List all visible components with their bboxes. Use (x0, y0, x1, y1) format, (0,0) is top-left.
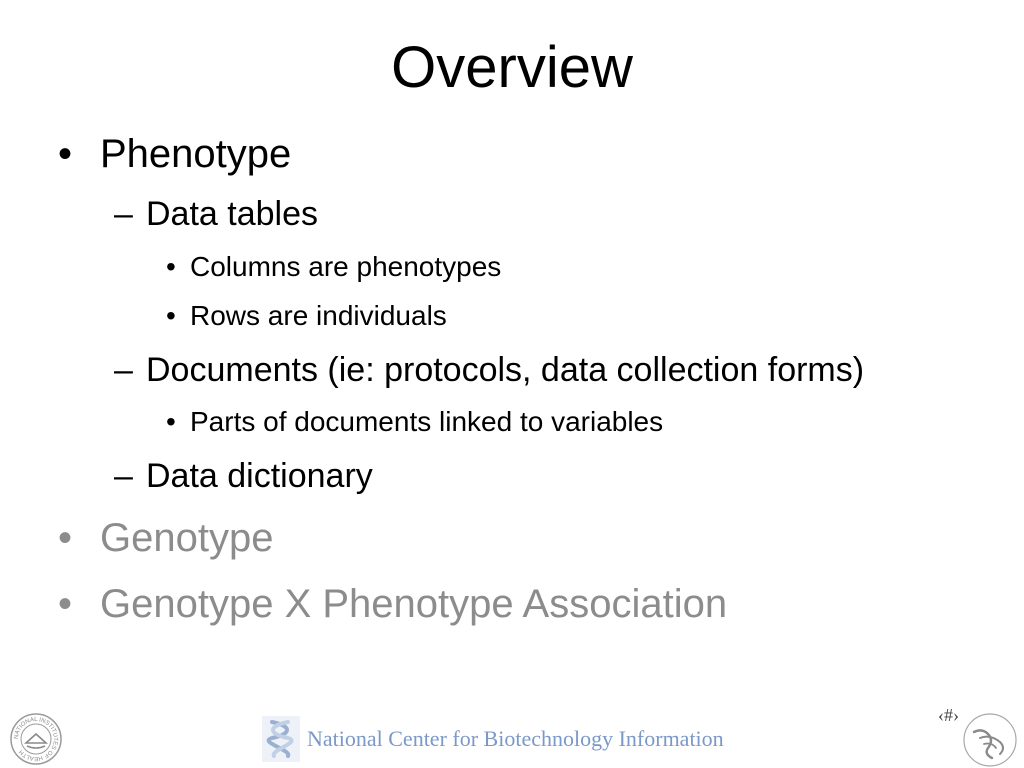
subsubbullet-columns (166, 250, 502, 284)
dash-marker: – (114, 457, 133, 495)
bullet-text: Genotype (100, 516, 274, 560)
bullet-text: Data dictionary (146, 457, 373, 495)
bullet-marker: • (58, 582, 73, 626)
hhs-eagle-seal-icon (962, 712, 1018, 768)
bullet-genotype (58, 514, 274, 562)
bullet-genotype-x-phenotype (58, 580, 728, 628)
bullet-marker: • (58, 132, 73, 176)
bullet-marker: • (166, 251, 176, 282)
subsubbullet-parts-of-documents (166, 405, 664, 439)
bullet-text: Columns are phenotypes (190, 251, 502, 282)
bullet-text: Phenotype (100, 132, 292, 176)
bullet-marker: • (166, 300, 176, 331)
subbullet-data-dictionary (114, 456, 373, 496)
bullet-text: Data tables (146, 195, 318, 233)
subsubbullet-rows (166, 299, 447, 333)
bullet-text: Genotype X Phenotype Association (100, 582, 728, 626)
ncbi-name: National Center for Biotechnology Information (307, 726, 724, 751)
bullet-text: Documents (ie: protocols, data collection forms) (146, 351, 865, 389)
dash-marker: – (114, 351, 133, 389)
nih-seal-icon (9, 712, 63, 766)
subbullet-data-tables (114, 194, 318, 234)
slide-title: Overview (391, 35, 633, 100)
bullet-text: Parts of documents linked to variables (190, 406, 664, 437)
dash-marker: – (114, 195, 133, 233)
page-number: ‹#› (938, 705, 959, 725)
bullet-text: Rows are individuals (190, 300, 447, 331)
bullet-marker: • (58, 516, 73, 560)
ncbi-helix-icon (262, 716, 300, 762)
subbullet-documents (114, 350, 865, 390)
nih-seal-text: NATIONAL INSTITUTES OF HEALTH (13, 716, 59, 762)
bullet-marker: • (166, 406, 176, 437)
bullet-phenotype (58, 130, 292, 178)
